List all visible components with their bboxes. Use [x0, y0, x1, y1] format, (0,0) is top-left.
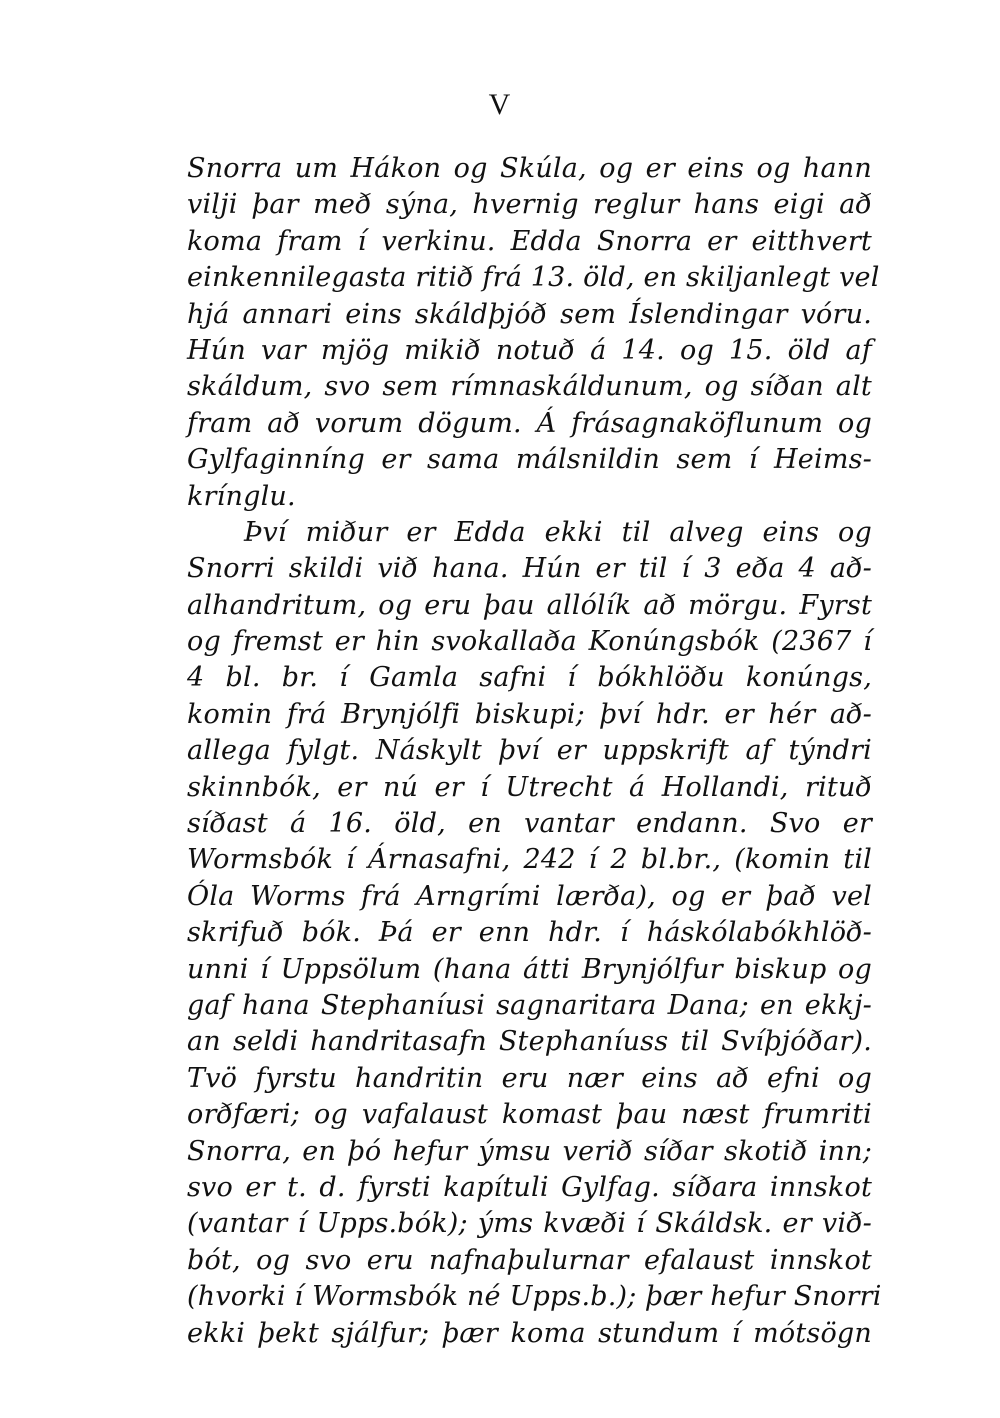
text-line: (hvorki í Wormsbók né Upps.b.); þær hefur Snorri [187, 1281, 882, 1313]
text-line: unni í Uppsölum (hana átti Brynjólfur biskup og [187, 953, 872, 985]
text-line: Snorra um Hákon og Skúla, og er eins og hann [187, 153, 872, 184]
text-line: einkennilegasta ritið frá 13. öld, en skiljanlegt vel [187, 262, 880, 294]
text-line: svo er t. d. fyrsti kapítuli Gylfag. síðara innskot [187, 1171, 872, 1203]
text-line: skrifuð bók. Þá er enn hdr. í háskólabókhlöð- [187, 917, 872, 949]
text-line: Gylfaginníng er sama málsnildin sem í Heims- [187, 444, 872, 476]
text-line: orðfæri; og vafalaust komast þau næst frumriti [187, 1099, 872, 1131]
text-line: Óla Worms frá Arngrími lærða), og er það vel [187, 880, 872, 912]
page-number: V [488, 88, 512, 121]
text-line: Snorri skildi við hana. Hún er til í 3 eða 4 að- [187, 553, 872, 585]
text-line: hjá annari eins skáldþjóð sem Íslendingar vóru. [187, 298, 872, 330]
text-line: Snorra, en þó hefur ýmsu verið síðar skotið inn; [187, 1135, 872, 1167]
text-line: Hún var mjög mikið notuð á 14. og 15. öld af [187, 334, 872, 366]
text-line: skáldum, svo sem rímnaskáldunum, og síðan alt [187, 371, 872, 403]
text-line: kríngl​u. [187, 480, 296, 512]
text-line: síðast á 16. öld, en vantar endann. Svo er [187, 808, 872, 840]
text-line: skinnbók, er nú er í Utrecht á Hollandi, rituð [187, 771, 872, 803]
text-line: og fremst er hin svokallaða Konúngsbók (2367 í [187, 626, 872, 658]
text-line: koma fram í verkinu. Edda Snorra er eitthvert [187, 225, 872, 257]
text-line: Tvö fyrstu handritin eru nær eins að efni og [187, 1062, 872, 1094]
text-line: Því miður er Edda ekki til alveg eins og [244, 516, 872, 548]
text-line: 4 bl. br. í Gamla safni í bókhlöðu konúngs, [187, 662, 872, 694]
paragraph-1 [187, 151, 880, 515]
text-line: alhandritum, og eru þau allólík að mörgu. Fyrst [187, 589, 872, 621]
text-line: allega fylgt. Náskylt því er uppskrift af týndri [187, 735, 872, 767]
text-line: ekki þekt sjálfur; þær koma stundum í mótsögn [187, 1317, 872, 1349]
text-line: bót, og svo eru nafnaþulurnar efalaust innskot [187, 1244, 872, 1276]
text-line: an seldi handritasafn Stephaníuss til Svíþjóðar). [187, 1026, 872, 1058]
text-line: gaf hana Stephaníusi sagnaritara Dana; en ekkj- [187, 989, 872, 1021]
text-line: Wormsbók í Árnasafni, 242 í 2 bl.br., (komin til [187, 844, 872, 876]
text-line: fram að vorum dögum. Á frásagnaköflunum og [187, 407, 872, 439]
text-line: komin frá Brynjólfi biskupi; því hdr. er hér að- [187, 698, 872, 730]
text-line: (vantar í Upps.bók); ýms kvæði í Skáldsk. er við- [187, 1208, 872, 1240]
paragraph-2 [187, 515, 882, 1352]
text-line: vilji þar með sýna, hvernig reglur hans eigi að [187, 189, 872, 221]
body-text [187, 151, 882, 1352]
